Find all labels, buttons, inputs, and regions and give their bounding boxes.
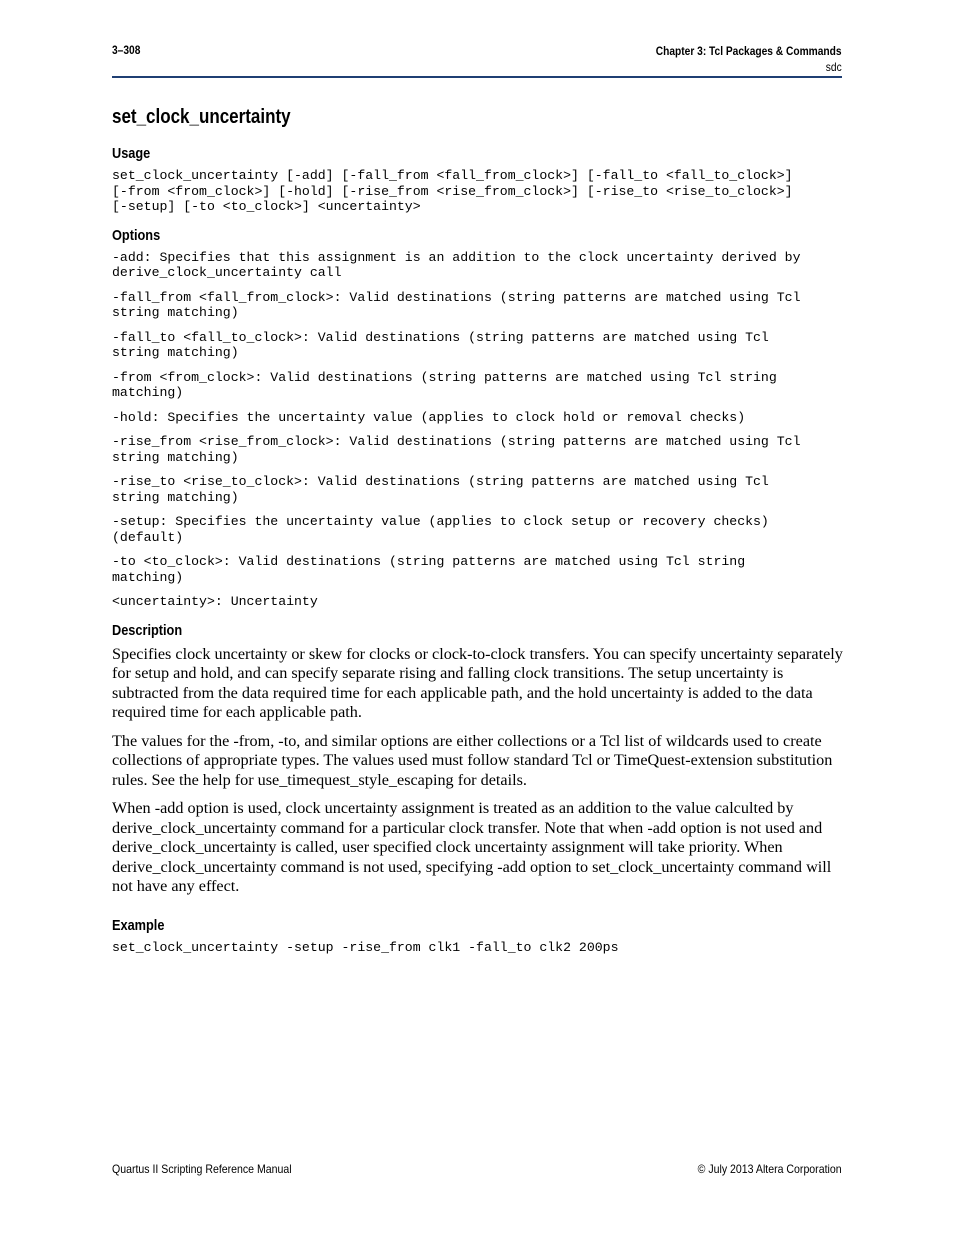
options-heading: Options xyxy=(112,226,161,244)
header-rule xyxy=(112,76,842,78)
option-item: -rise_to <rise_to_clock>: Valid destinations (string patterns are matched using Tcl string matching) xyxy=(112,474,769,505)
page-content xyxy=(112,100,844,964)
description-paragraph: The values for the -from, -to, and similar options are either collections or a Tcl list of wildcards used to create collections of appropriate types. The values used must follow standard Tcl or TimeQuest-extension substitution rules. See the help for use_timequest_style_escaping for details. xyxy=(112,731,833,789)
footer-copyright: © July 2013 Altera Corporation xyxy=(698,1162,842,1176)
example-code: set_clock_uncertainty -setup -rise_from clk1 -fall_to clk2 200ps xyxy=(112,939,619,955)
option-item: -from <from_clock>: Valid destinations (string patterns are matched using Tcl string matching) xyxy=(112,369,777,400)
footer-manual-title: Quartus II Scripting Reference Manual xyxy=(112,1162,292,1176)
option-item: -add: Specifies that this assignment is an addition to the clock uncertainty derived by derive_clock_uncertainty call xyxy=(112,249,801,280)
option-item: -fall_to <fall_to_clock>: Valid destinations (string patterns are matched using Tcl string matching) xyxy=(112,329,769,360)
option-item: -fall_from <fall_from_clock>: Valid destinations (string patterns are matched using Tcl string matching) xyxy=(112,289,801,320)
option-item: -to <to_clock>: Valid destinations (string patterns are matched using Tcl string matching) xyxy=(112,554,746,585)
chapter-title: Chapter 3: Tcl Packages & Commands xyxy=(656,44,842,58)
example-heading: Example xyxy=(112,916,165,934)
option-item: -setup: Specifies the uncertainty value (applies to clock setup or recovery checks) (default) xyxy=(112,514,769,545)
section-name: sdc xyxy=(826,60,842,74)
description-heading: Description xyxy=(112,621,183,639)
page-number: 3–308 xyxy=(112,43,141,57)
usage-heading: Usage xyxy=(112,145,151,162)
option-item: <uncertainty>: Uncertainty xyxy=(112,594,318,609)
description-paragraph: When -add option is used, clock uncertainty assignment is treated as an addition to the value calculted by derive_clock_uncertainty command for a particular clock transfer. Note that when -add option is not used and derive_clock_uncertainty is called, user specified clock uncertainty assignment will take priority. When derive_clock_uncertainty command is not used, specifying -add option to set_clock_uncertainty command will not have any effect. xyxy=(112,799,832,895)
running-header xyxy=(623,43,842,75)
command-title: set_clock_uncertainty xyxy=(112,106,291,128)
usage-code: set_clock_uncertainty [-add] [-fall_from <fall_from_clock>] [-fall_to <fall_to_clock>] [-from <from_clock>] [-hold] [-rise_from <rise_from_clock>] [-rise_to <rise_to_clock>] [-setup] [-to <to_clock>] <uncertainty> xyxy=(112,168,793,214)
option-item: -hold: Specifies the uncertainty value (applies to clock hold or removal checks) xyxy=(112,409,746,425)
option-item: -rise_from <rise_from_clock>: Valid destinations (string patterns are matched using Tcl string matching) xyxy=(112,434,801,465)
description-paragraph: Specifies clock uncertainty or skew for clocks or clock-to-clock transfers. You can specify uncertainty separately for setup and hold, and can specify separate rising and falling clock transitions. The setup uncertainty is subtracted from the data required time for each applicable path, and the hold uncertainty is added to the data required time for each applicable path. xyxy=(112,644,843,721)
